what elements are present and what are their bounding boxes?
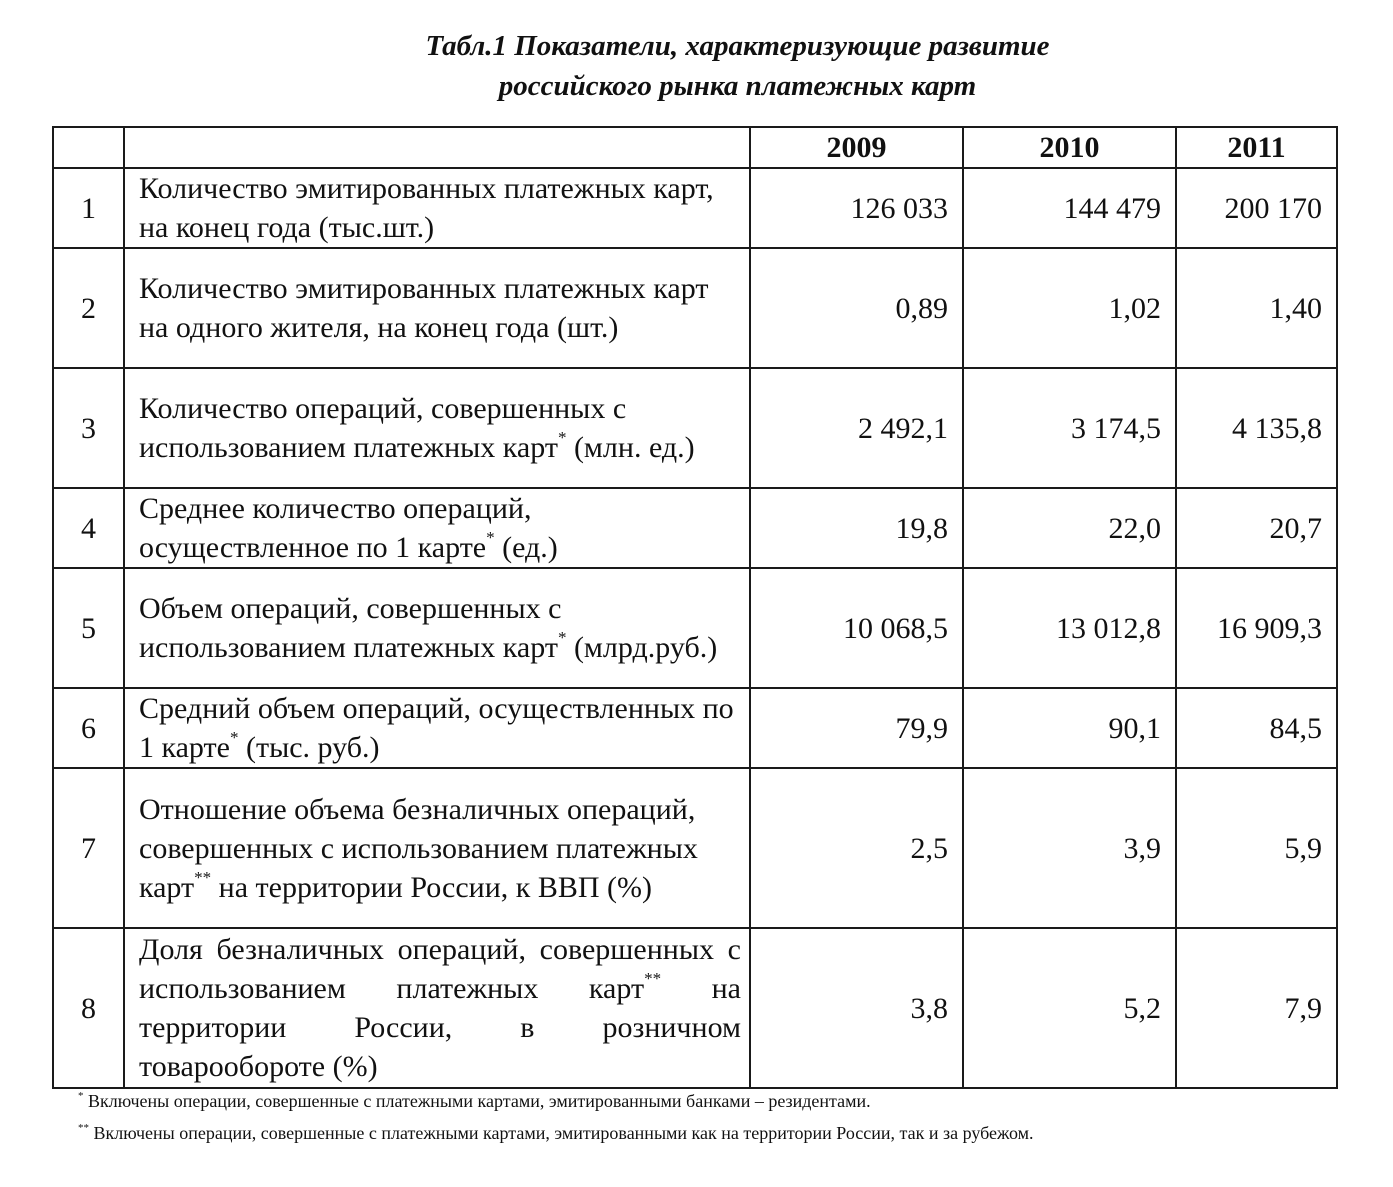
row-number: 3	[53, 368, 124, 488]
row-number: 4	[53, 488, 124, 568]
value-2009: 126 033	[750, 168, 963, 248]
row-indicator-unit: на территории России, к ВВП (%)	[211, 870, 652, 904]
row-indicator-text: Средний объем операций, осуществленных по 1 карте	[139, 692, 734, 764]
header-year-2009: 2009	[750, 127, 963, 168]
footnote-mark: *	[557, 428, 567, 447]
footnote-2	[78, 1122, 1034, 1144]
row-indicator-unit: (тыс. руб.)	[238, 731, 380, 764]
value-2010: 144 479	[963, 168, 1176, 248]
table-title-line-2: российского рынка платежных карт	[498, 70, 977, 102]
header-row	[53, 127, 1337, 168]
footnote-mark: **	[194, 867, 212, 887]
footnote-mark: *	[229, 728, 239, 747]
table-row	[53, 168, 1337, 248]
value-2011: 16 909,3	[1176, 568, 1337, 688]
row-indicator-text: Доля безналичных операций, совершенных с использованием платежных карт	[139, 933, 741, 1005]
value-2011: 84,5	[1176, 688, 1337, 768]
row-indicator	[124, 568, 750, 688]
row-number: 8	[53, 928, 124, 1088]
header-number	[53, 127, 124, 168]
value-2010: 3 174,5	[963, 368, 1176, 488]
row-indicator	[124, 688, 750, 768]
header-year-2010: 2010	[963, 127, 1176, 168]
value-2010: 1,02	[963, 248, 1176, 368]
row-number: 6	[53, 688, 124, 768]
row-number: 7	[53, 768, 124, 928]
table-title-line-1: Табл.1 Показатели, характеризующие развитие	[425, 30, 1050, 62]
row-indicator	[124, 488, 750, 568]
value-2011: 7,9	[1176, 928, 1337, 1088]
header-indicator	[124, 127, 750, 168]
footnote-2-mark: **	[78, 1122, 89, 1134]
value-2010: 22,0	[963, 488, 1176, 568]
row-indicator-unit: на территории России, в розничном товарообороте (%)	[139, 972, 741, 1083]
value-2009: 0,89	[750, 248, 963, 368]
row-indicator-unit: (млрд.руб.)	[566, 631, 718, 664]
value-2010: 90,1	[963, 688, 1176, 768]
footnote-1	[78, 1090, 871, 1112]
row-indicator: Количество эмитированных платежных карт на одного жителя, на конец года (шт.)	[124, 248, 750, 368]
table-row	[53, 368, 1337, 488]
row-indicator	[124, 928, 750, 1088]
table-row	[53, 768, 1337, 928]
table-row	[53, 488, 1337, 568]
value-2009: 2,5	[750, 768, 963, 928]
value-2009: 79,9	[750, 688, 963, 768]
row-indicator-unit: (млн. ед.)	[566, 431, 695, 464]
footnote-1-text: Включены операции, совершенные с платежными картами, эмитированными банками – резидентами.	[83, 1091, 871, 1111]
value-2010: 5,2	[963, 928, 1176, 1088]
table-row	[53, 568, 1337, 688]
row-number: 5	[53, 568, 124, 688]
table-row	[53, 248, 1337, 368]
value-2010: 3,9	[963, 768, 1176, 928]
value-2011: 20,7	[1176, 488, 1337, 568]
footnote-2-text: Включены операции, совершенные с платежными картами, эмитированными как на территории России, так и за рубежом.	[89, 1123, 1034, 1143]
table-row	[53, 928, 1337, 1088]
row-indicator	[124, 368, 750, 488]
row-indicator-text: Количество операций, совершенных с использованием платежных карт	[139, 392, 627, 464]
footnote-mark: **	[644, 969, 662, 988]
row-number: 1	[53, 168, 124, 248]
value-2009: 10 068,5	[750, 568, 963, 688]
footnote-1-mark: *	[78, 1090, 84, 1102]
value-2011: 1,40	[1176, 248, 1337, 368]
row-indicator-unit: (ед.)	[494, 531, 558, 564]
value-2009: 2 492,1	[750, 368, 963, 488]
table-title	[0, 26, 1393, 106]
row-indicator-text: Объем операций, совершенных с использованием платежных карт	[139, 592, 562, 664]
value-2009: 19,8	[750, 488, 963, 568]
row-indicator-text: Отношение объема безналичных операций, совершенных с использованием платежных карт	[139, 792, 698, 904]
value-2009: 3,8	[750, 928, 963, 1088]
value-2011: 200 170	[1176, 168, 1337, 248]
header-year-2011: 2011	[1176, 127, 1337, 168]
value-2011: 5,9	[1176, 768, 1337, 928]
footnote-mark: *	[486, 528, 495, 547]
value-2010: 13 012,8	[963, 568, 1176, 688]
row-number: 2	[53, 248, 124, 368]
footnote-mark: *	[557, 628, 567, 647]
row-indicator	[124, 768, 750, 928]
row-indicator-text: Среднее количество операций, осуществленное по 1 карте	[139, 492, 532, 564]
payment-cards-table	[52, 126, 1338, 1089]
row-indicator: Количество эмитированных платежных карт, на конец года (тыс.шт.)	[124, 168, 750, 248]
value-2011: 4 135,8	[1176, 368, 1337, 488]
table-row	[53, 688, 1337, 768]
